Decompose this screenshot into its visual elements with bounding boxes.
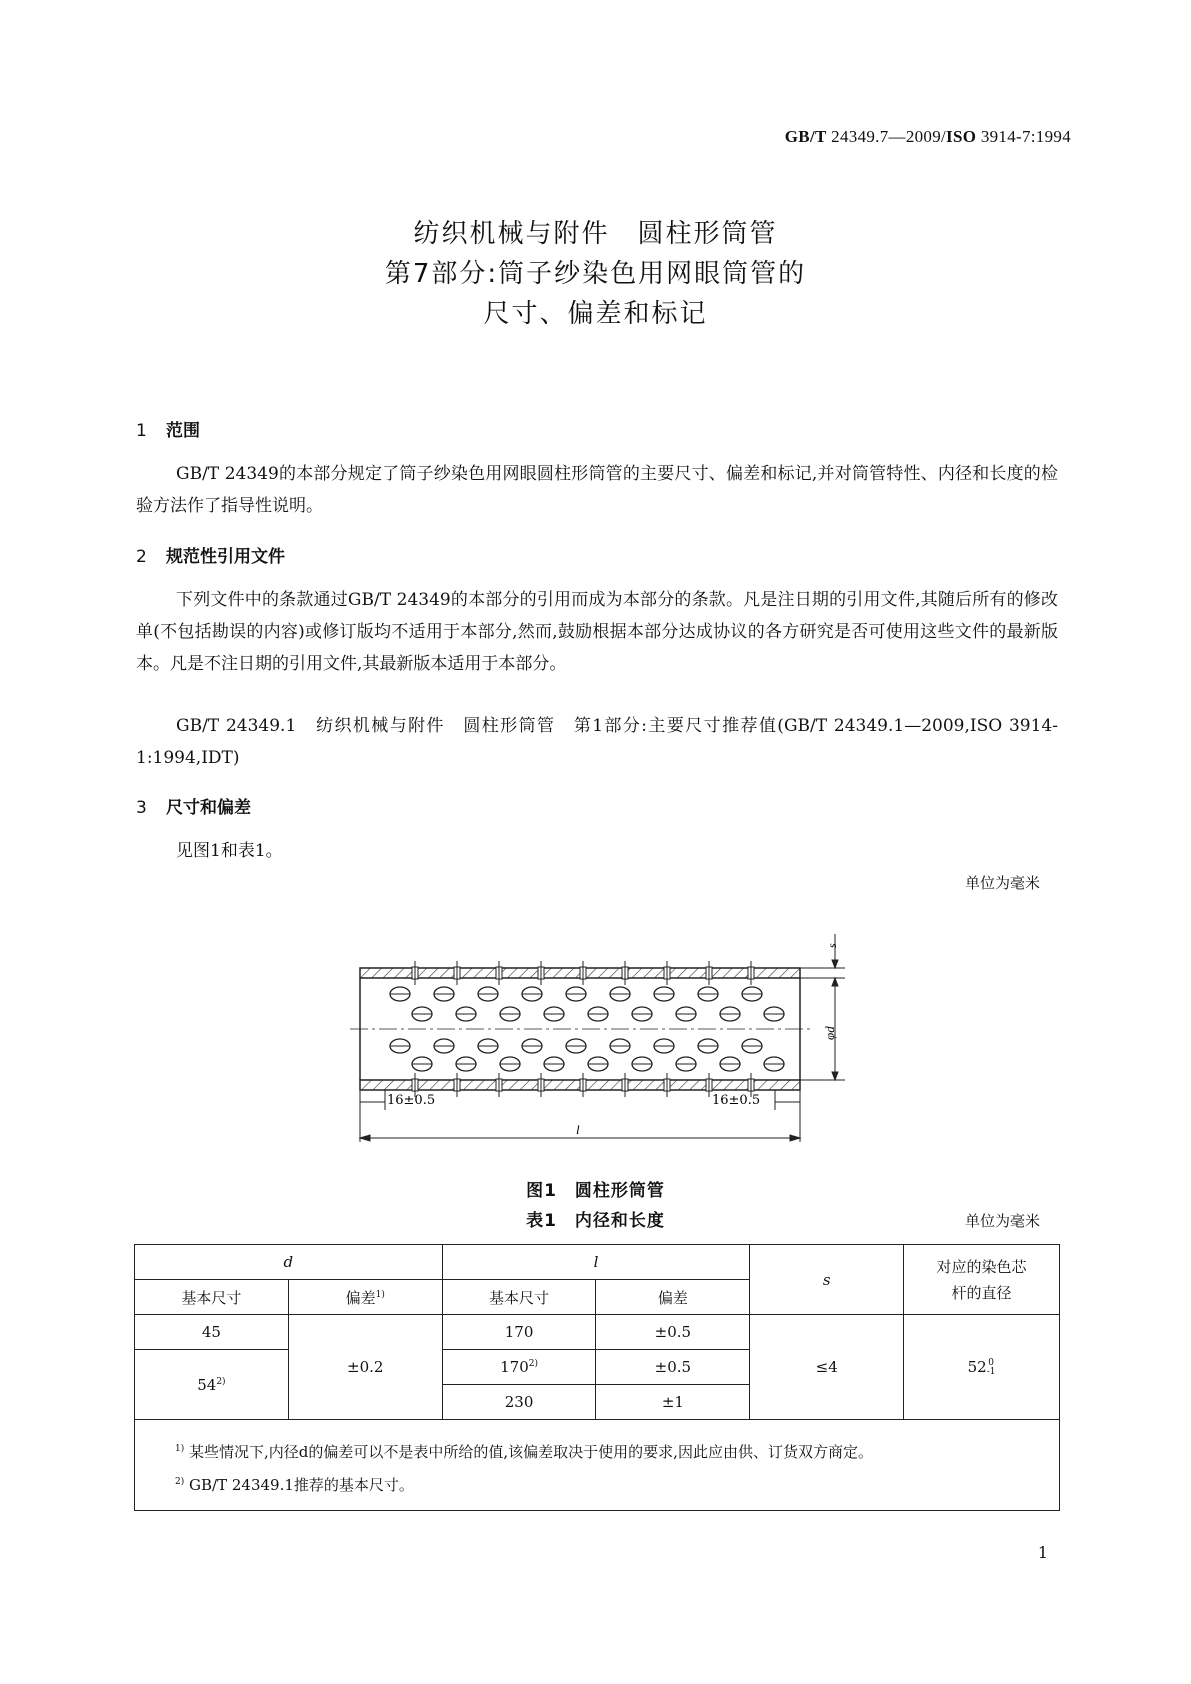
cell-d-54: 54$^{2)}$ xyxy=(135,1350,289,1420)
header-d: d xyxy=(135,1245,443,1280)
label-d: φd xyxy=(822,1026,837,1040)
end-zone-left: 16±0.5 xyxy=(387,1093,436,1108)
section-2-heading: 2 规范性引用文件 xyxy=(136,547,285,567)
label-s: s xyxy=(825,943,839,948)
refs-paragraph: 下列文件中的条款通过GB/T 24349的本部分的引用而成为本部分的条款。凡是注日期的引用文件,其随后所有的修改单(不包括勘误的内容)或修订版均不适用于本部分,然而,鼓励根据本部分达成协议的各方研究是否可使用这些文件的最新版本。凡是不注日期的引用文件,其最新版本适用于本部分。 xyxy=(136,590,1058,674)
header-basic-l: 基本尺寸 xyxy=(442,1280,596,1315)
title-line-2: 第7部分:筒子纱染色用网眼筒管的 xyxy=(384,259,807,289)
standard-code: GB/T 24349.7—2009/ISO 3914-7:1994 xyxy=(784,127,1071,146)
cell-l-dev3: ±1 xyxy=(596,1385,750,1420)
header-dev-d: 偏差$^{1)}$ xyxy=(288,1280,442,1315)
cell-l-170b: 170$^{2)}$ xyxy=(442,1350,596,1385)
header-s: s xyxy=(750,1245,904,1315)
cell-l-dev2: ±0.5 xyxy=(596,1350,750,1385)
section-3-heading: 3 尺寸和偏差 xyxy=(136,798,251,818)
figure-caption: 图1 圆柱形筒管 xyxy=(526,1181,665,1201)
label-l: l xyxy=(576,1122,580,1137)
end-zone-right: 16±0.5 xyxy=(712,1093,761,1108)
table-unit-label: 单位为毫米 xyxy=(964,1212,1040,1230)
table-header-row xyxy=(135,1245,1060,1280)
cell-d-dev: ±0.2 xyxy=(288,1315,442,1420)
cell-s: ≤4 xyxy=(750,1315,904,1420)
header-l: l xyxy=(442,1245,750,1280)
table-row xyxy=(135,1315,1060,1350)
cell-l-230: 230 xyxy=(442,1385,596,1420)
table-caption: 表1 内径和长度 xyxy=(526,1211,665,1231)
figure-unit-label: 单位为毫米 xyxy=(964,874,1040,892)
cell-l-dev1: ±0.5 xyxy=(596,1315,750,1350)
ref-item: GB/T 24349.1 纺织机械与附件 圆柱形筒管 第1部分:主要尺寸推荐值(GB/T 24349.1—2009,ISO 3914-1:1994,IDT) xyxy=(136,716,1058,768)
header-core-diameter: 对应的染色芯杆的直径 xyxy=(904,1245,1060,1315)
title-line-3: 尺寸、偏差和标记 xyxy=(483,299,708,329)
footnote-2: $^{2)}$ GB/T 24349.1推荐的基本尺寸。 xyxy=(175,1476,414,1494)
cell-core: 52 0 -1 xyxy=(904,1315,1060,1420)
dimensions-table xyxy=(134,1244,1060,1511)
page-number: 1 xyxy=(1037,1543,1048,1562)
header-dev-l: 偏差 xyxy=(596,1280,750,1315)
dims-paragraph: 见图1和表1。 xyxy=(176,841,283,861)
scope-paragraph: GB/T 24349的本部分规定了筒子纱染色用网眼圆柱形筒管的主要尺寸、偏差和标记,并对筒管特性、内径和长度的检验方法作了指导性说明。 xyxy=(136,464,1058,516)
footnote-1: $^{1)}$ 某些情况下,内径d的偏差可以不是表中所给的值,该偏差取决于使用的要求,因此应由供、订货双方商定。 xyxy=(175,1443,873,1461)
table-footnotes xyxy=(135,1420,1060,1511)
cell-d-45: 45 xyxy=(135,1315,289,1350)
cell-l-170a: 170 xyxy=(442,1315,596,1350)
title-line-1: 纺织机械与附件 圆柱形筒管 xyxy=(413,219,778,249)
header-basic-d: 基本尺寸 xyxy=(135,1280,289,1315)
tube-drawing xyxy=(340,930,860,1152)
section-1-heading: 1 范围 xyxy=(136,421,200,441)
